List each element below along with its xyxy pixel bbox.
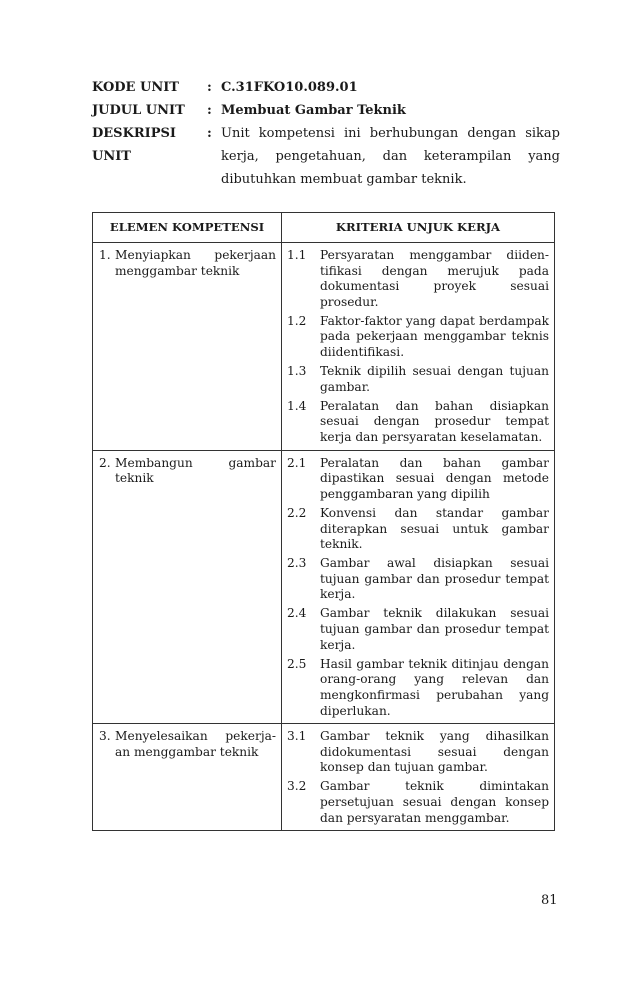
elemen-number: 1.	[99, 248, 111, 262]
elemen-item	[99, 456, 276, 487]
kode-unit-label: KODE UNIT	[92, 80, 179, 95]
table-row	[93, 450, 555, 724]
kriteria-text: Hasil gambar teknik ditinjau dengan orang-orang yang relevan dan mengkonfirmasi perubahan yang diperlukan.	[320, 656, 549, 718]
kriteria-item	[287, 314, 549, 361]
kriteria-cell	[282, 243, 555, 451]
header-kriteria-unjuk-kerja: KRITERIA UNJUK KERJA	[282, 213, 555, 243]
judul-unit-label: JUDUL UNIT	[92, 103, 185, 118]
elemen-text: Menyiapkan pekerjaan menggambar teknik	[115, 248, 276, 278]
kriteria-number: 2.1	[287, 455, 307, 470]
colon: :	[207, 103, 212, 118]
kriteria-text: Faktor-faktor yang dapat berdampak pada pekerjaan menggambar teknis diidentifikasi.	[320, 313, 549, 360]
elemen-cell	[93, 450, 282, 724]
header-elemen-kompetensi: ELEMEN KOMPETENSI	[93, 213, 282, 243]
deskripsi-unit-value: Unit kompetensi ini berhubungan dengan sikap kerja, pengetahuan, dan keterampilan yang dibutuhkan membuat gambar teknik.	[221, 126, 560, 187]
kriteria-number: 1.1	[287, 248, 307, 262]
kriteria-text: Peralatan dan bahan disiapkan sesuai dengan prosedur tempat kerja dan persyaratan keselamatan.	[320, 398, 549, 445]
table-row	[93, 243, 555, 451]
unit-metadata	[92, 76, 560, 191]
kriteria-text: Persyaratan menggambar diiden-tifikasi dengan merujuk pada dokumentasi proyek sesuai prosedur.	[320, 248, 549, 309]
elemen-cell	[93, 724, 282, 831]
kriteria-text: Konvensi dan standar gambar diterapkan sesuai untuk gambar teknik.	[320, 505, 549, 552]
kriteria-text: Gambar teknik yang dihasilkan didokumentasi sesuai dengan konsep dan tujuan gambar.	[320, 729, 549, 775]
competency-table	[92, 212, 555, 831]
deskripsi-unit-label: DESKRIPSI UNIT	[92, 126, 176, 164]
kriteria-number: 3.2	[287, 779, 307, 794]
kriteria-item	[287, 506, 549, 553]
elemen-item	[99, 248, 276, 279]
elemen-item	[99, 729, 276, 760]
colon: :	[207, 126, 212, 141]
kriteria-text: Peralatan dan bahan gambar dipastikan sesuai dengan metode penggambaran yang dipilih	[320, 455, 549, 501]
kriteria-item	[287, 606, 549, 653]
kriteria-item	[287, 556, 549, 603]
kriteria-text: Gambar teknik dilakukan sesuai tujuan gambar dan prosedur tempat kerja.	[320, 606, 549, 652]
kriteria-cell	[282, 724, 555, 831]
table-header-row	[93, 213, 555, 243]
kriteria-number: 2.5	[287, 656, 307, 671]
kriteria-number: 3.1	[287, 729, 307, 744]
kriteria-number: 2.3	[287, 556, 307, 571]
kriteria-number: 2.4	[287, 606, 307, 621]
judul-unit-value: Membuat Gambar Teknik	[221, 103, 406, 118]
kode-unit-row	[92, 76, 560, 99]
elemen-text: Menyelesaikan pekerja-an menggambar teknik	[115, 729, 276, 759]
colon: :	[207, 80, 212, 95]
kriteria-item	[287, 248, 549, 310]
kriteria-number: 2.2	[287, 505, 307, 520]
kriteria-number: 1.3	[287, 364, 307, 379]
kriteria-item	[287, 456, 549, 503]
kriteria-cell	[282, 450, 555, 724]
kriteria-text: Gambar teknik dimintakan persetujuan sesuai dengan konsep dan persyaratan menggambar.	[320, 779, 549, 825]
page-number: 81	[541, 893, 558, 908]
kode-unit-value: C.31FKO10.089.01	[221, 80, 358, 95]
kriteria-item	[287, 657, 549, 719]
kriteria-item	[287, 399, 549, 446]
kriteria-text: Teknik dipilih sesuai dengan tujuan gambar.	[320, 364, 549, 394]
kriteria-item	[287, 364, 549, 395]
elemen-cell	[93, 243, 282, 451]
table-row	[93, 724, 555, 831]
kriteria-text: Gambar awal disiapkan sesuai tujuan gambar dan prosedur tempat kerja.	[320, 556, 549, 602]
elemen-text: Membangun gambar teknik	[115, 455, 276, 486]
kriteria-number: 1.2	[287, 313, 307, 328]
elemen-number: 2.	[99, 455, 111, 470]
elemen-number: 3.	[99, 729, 111, 744]
deskripsi-unit-row	[92, 122, 560, 191]
kriteria-item	[287, 779, 549, 826]
judul-unit-row	[92, 99, 560, 122]
kriteria-number: 1.4	[287, 398, 307, 413]
kriteria-item	[287, 729, 549, 776]
